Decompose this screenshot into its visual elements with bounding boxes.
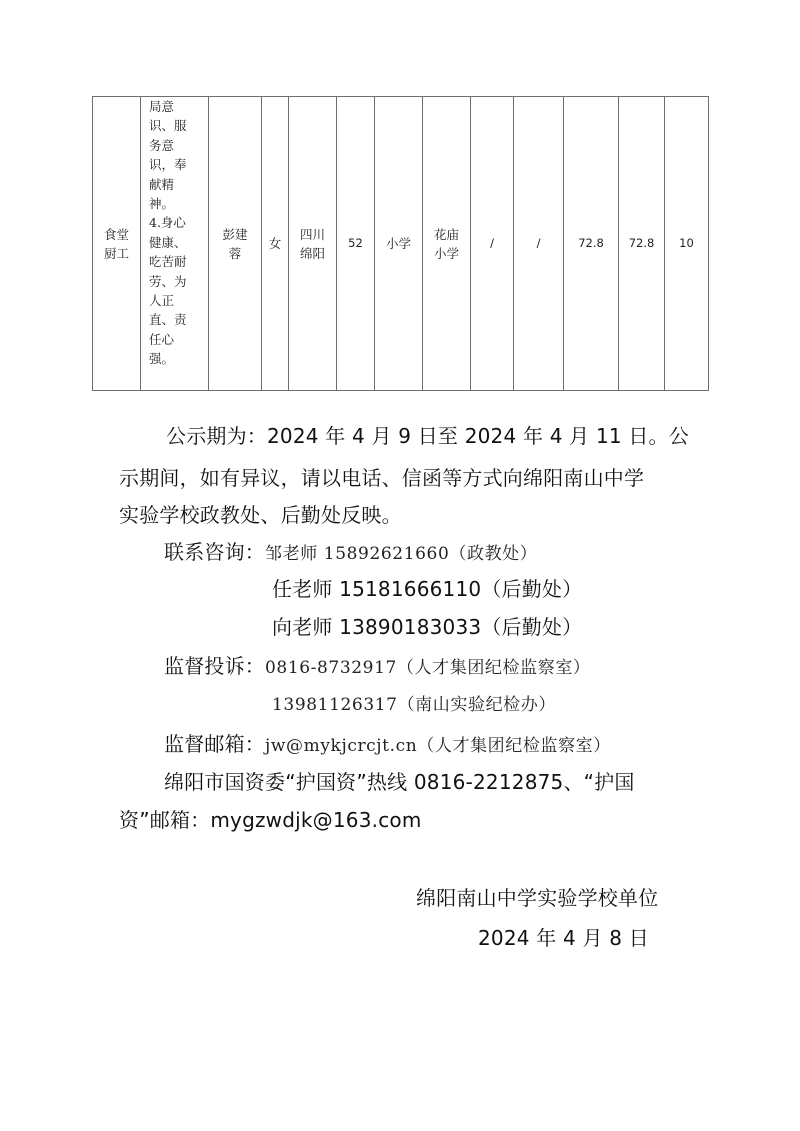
cell-workplace: 花庙 小学 xyxy=(423,97,471,391)
notice-period-line-3: 实验学校政教处、后勤处反映。 xyxy=(119,503,402,527)
cell-score-1: 72.8 xyxy=(564,97,619,391)
notice-period-line-1: 公示期为：2024 年 4 月 9 日至 2024 年 4 月 11 日。公 xyxy=(166,424,689,448)
cell-position: 食堂 厨工 xyxy=(93,97,141,391)
email-label: 监督邮箱： xyxy=(164,732,265,756)
hotline-line-1: 绵阳市国资委“护国资”热线 0816-2212875、“护国 xyxy=(164,770,635,794)
signature-org: 绵阳南山中学实验学校单位 xyxy=(416,886,659,910)
complaint-contact-2: 13981126317（南山实验纪检办） xyxy=(272,695,556,715)
email-address: jw@mykjcrcjt.cn（人才集团纪检监察室） xyxy=(265,736,611,756)
email-row xyxy=(164,728,611,757)
cell-col9: / xyxy=(471,97,514,391)
cell-col13: 10 xyxy=(665,97,709,391)
cell-origin: 四川 绵阳 xyxy=(289,97,337,391)
cell-education: 小学 xyxy=(375,97,423,391)
cell-name: 彭建 蓉 xyxy=(209,97,262,391)
consult-contact-2: 任老师 15181666110（后勤处） xyxy=(272,577,583,601)
complaint-contact-1: 0816-8732917（人才集团纪检监察室） xyxy=(265,658,591,678)
signature-date: 2024 年 4 月 8 日 xyxy=(478,926,649,950)
cell-col10: / xyxy=(514,97,564,391)
cell-gender: 女 xyxy=(262,97,289,391)
hotline-line-2: 资”邮箱：mygzwdjk@163.com xyxy=(119,808,422,832)
consult-contact-3: 向老师 13890183033（后勤处） xyxy=(272,615,583,639)
cell-score-2: 72.8 xyxy=(619,97,665,391)
candidate-table xyxy=(92,96,709,391)
consult-label: 联系咨询： xyxy=(164,540,265,564)
cell-age: 52 xyxy=(337,97,375,391)
consult-row xyxy=(164,536,537,565)
table-row xyxy=(93,97,709,391)
consult-contact-1: 邹老师 15892621660（政教处） xyxy=(265,544,538,564)
complaint-row xyxy=(164,650,591,679)
notice-period-line-2: 示期间，如有异议，请以电话、信函等方式向绵阳南山中学 xyxy=(119,466,645,490)
complaint-label: 监督投诉： xyxy=(164,654,265,678)
cell-requirements: 局意 识、服 务意 识，奉 献精 神。 4.身心 健康、 吃苦耐 劳、为 人正 直、责 任心 强。 xyxy=(141,97,209,391)
